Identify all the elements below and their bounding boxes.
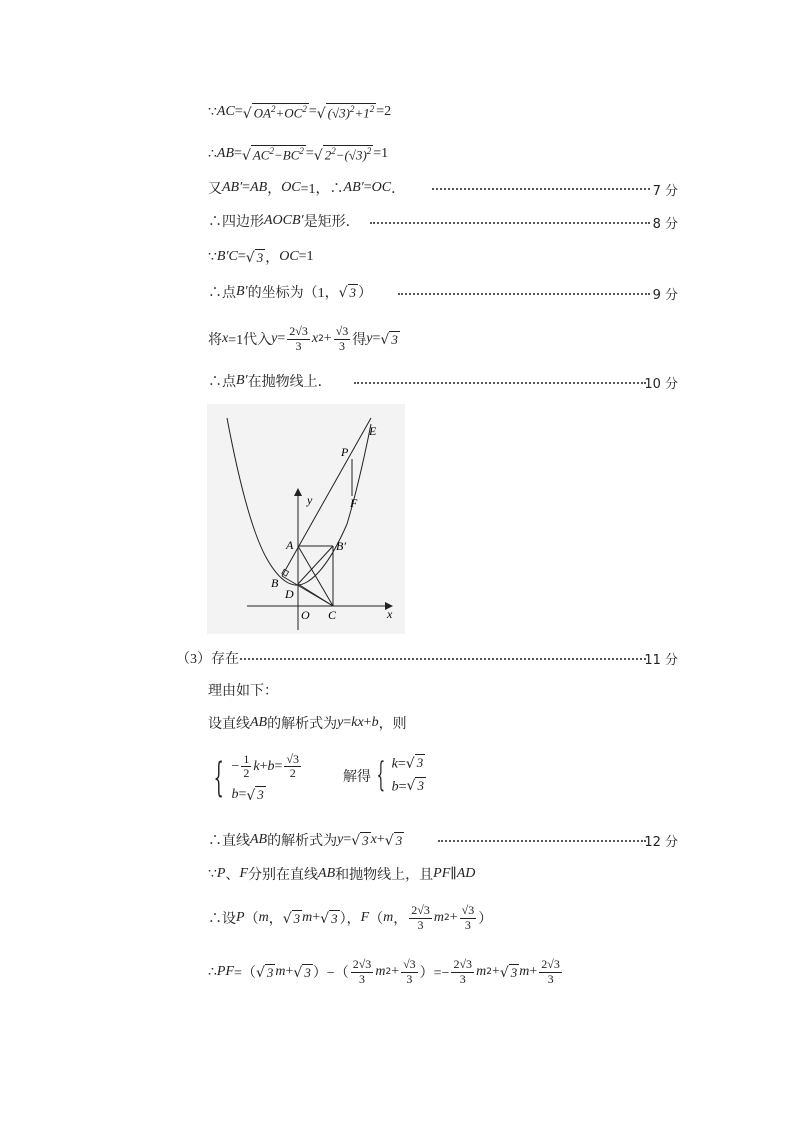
score-9: 9 分: [652, 288, 678, 303]
score-10: 10 分: [644, 377, 678, 392]
line-part3: （3） 存在: [176, 652, 239, 667]
line-set-pf: ∴设 P （ m ， √ 3 m + √ 3 ）， F （ m ， $\frac{2√3}{3}$ m 2 + $\frac{√3}{3}$ ）: [208, 903, 493, 932]
score-12: 12 分: [644, 835, 678, 850]
segment-d-b-prime: [298, 546, 333, 584]
line-substitute: 将 x =1代入 y = $\frac{2√3}{3}$ x 2 + $\frac{√3}{3}$ 得 y = √ 3: [208, 324, 398, 353]
segment-ac: [298, 546, 333, 606]
line-ac: ∵ AC = √ $OA^2+OC^2$ = √ $(√3)^2+1^2$ =2: [208, 104, 392, 122]
system-eq-2: b = √ 3: [231, 786, 264, 804]
label-x: x: [387, 607, 393, 621]
dot-leader: [240, 658, 646, 660]
line-reason: 理由如下：: [208, 684, 278, 699]
solution-system: { k= √ 3 b= √ 3: [376, 754, 424, 795]
label-p: P: [341, 445, 349, 459]
line-setup: 设直线 AB 的解析式为 y = kx + b ，则: [208, 715, 407, 732]
solution-k: k= √ 3: [391, 755, 424, 772]
line-bc: ∵ B′C = √ 3 ， OC =1: [208, 249, 314, 267]
system-eq-1: − $\frac{1}{2}$ k + b = $\frac{√3}{2}$: [231, 752, 299, 781]
line-pf-length: ∴ PF =（ √ 3 m + √ 3 ）−（ $\frac{2√3}{3}$ m 2 + $\frac{√3}{3}$ ）=− $\frac{2√3}{3}$ m 2 + √ 3 m + $\frac{2√3}{3}$: [208, 957, 560, 986]
line-ab-prime: 又 AB′ = AB ， OC =1，∴ AB′ = OC ．: [208, 180, 406, 197]
label-y: y: [307, 493, 313, 507]
y-axis-arrow: [294, 488, 302, 496]
line-rectangle: ∴四边形 AOCB′ 是矩形．: [208, 213, 360, 230]
equation-system: { − $\frac{1}{2}$ k + b = $\frac{√3}{2}$ b = √ 3: [206, 746, 303, 810]
line-pf-parallel: ∵ P 、 F 分别在直线 AB 和抛物线上，且 PF ∥ AD: [208, 866, 476, 883]
label-o: O: [301, 608, 310, 622]
label-b: B: [271, 576, 279, 590]
geometry-figure: [207, 404, 405, 634]
label-c: C: [328, 608, 337, 622]
solve-label: 解得: [343, 770, 371, 785]
dot-leader: [432, 188, 650, 190]
dot-leader: [398, 293, 650, 295]
line-ab: [282, 418, 371, 576]
score-11: 11 分: [644, 653, 678, 668]
score-7: 7 分: [652, 184, 678, 199]
dot-leader: [354, 382, 646, 384]
line-ab: ∴ AB = √ $AC^2-BC^2$ = √ $2^2-(√3)^2$ =1: [208, 146, 389, 164]
figure-panel: [207, 404, 405, 634]
label-a: A: [286, 538, 294, 552]
line-coord: ∴点 B′ 的坐标为（1， √ 3 ）: [208, 284, 373, 302]
solution-b: b= √ 3: [391, 777, 424, 795]
label-d: D: [285, 587, 294, 601]
label-b-prime: B′: [336, 539, 346, 553]
line-ab-expression: ∴直线 AB 的解析式为 y = √ 3 x + √ 3: [208, 832, 403, 850]
line-on-parabola: ∴点 B′ 在抛物线上．: [208, 373, 332, 390]
dot-leader: [438, 840, 646, 842]
label-e: E: [369, 424, 377, 438]
score-8: 8 分: [652, 217, 678, 232]
dot-leader: [370, 222, 650, 224]
label-f: F: [350, 496, 358, 510]
